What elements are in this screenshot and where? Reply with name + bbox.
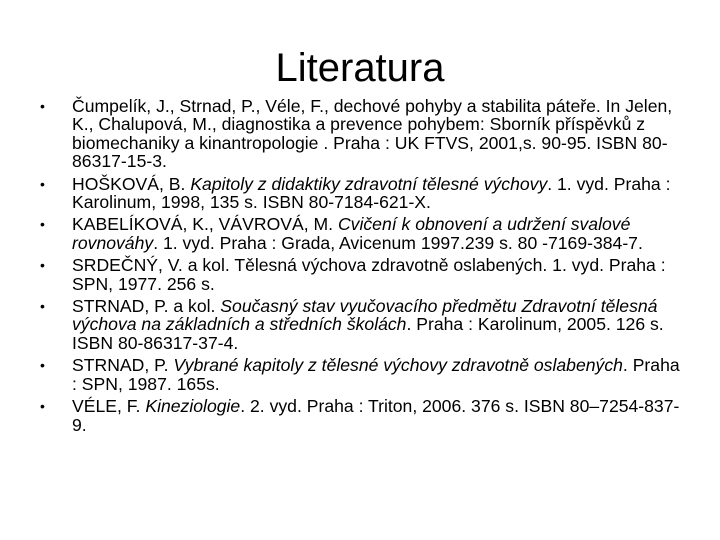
bullet-icon: • (40, 216, 45, 233)
reference-item (40, 297, 688, 352)
reference-title: Cvičení k obnovení a udržení svalové rovnováhy (72, 214, 631, 253)
reference-text: SRDEČNÝ, V. a kol. Tělesná výchova zdravotně oslabených. 1. vyd. Praha : SPN, 1977. 256 s. (72, 255, 666, 294)
reference-item (40, 175, 688, 212)
reference-item (40, 397, 688, 434)
reference-list (40, 97, 688, 438)
bullet-icon: • (40, 357, 45, 374)
reference-text: KABELÍKOVÁ, K., VÁVROVÁ, M. (72, 214, 338, 235)
bullet-icon: • (40, 398, 45, 415)
reference-title: Kineziologie (145, 396, 241, 417)
bullet-icon: • (40, 298, 45, 315)
reference-title: Kapitoly z didaktiky zdravotní tělesné výchovy (190, 173, 548, 194)
reference-text: . Praha : SPN, 1987. 165s. (72, 355, 680, 394)
reference-item (40, 215, 688, 252)
reference-text: Čumpelík, J., Strnad, P., Véle, F., dechové pohyby a stabilita páteře. In Jelen, K., Chalupová, M., diagnostika a prevence pohybem: Sborník příspěvků z biomechaniky a kinantropologie . Praha : UK FTVS, 2001,s. 90-95. ISBN 80-86317-15-3. (72, 96, 673, 172)
slide-title: Literatura (275, 46, 445, 90)
reference-text: VÉLE, F. (72, 396, 146, 417)
bullet-icon: • (40, 98, 45, 114)
reference-text: . 2. vyd. Praha : Triton, 2006. 376 s. ISBN 80–7254-837-9. (72, 396, 680, 435)
reference-title: Současný stav vyučovacího předmětu Zdravotní tělesná výchova na základních a středních školách (72, 296, 658, 335)
reference-item (40, 356, 688, 393)
reference-title: Vybrané kapitoly z tělesné výchovy zdravotně oslabených (173, 355, 623, 376)
reference-text: . 1. vyd. Praha : Grada, Avicenum 1997.239 s. 80 -7169-384-7. (153, 232, 643, 253)
reference-text: STRNAD, P. (72, 355, 174, 376)
reference-text: HOŠKOVÁ, B. (72, 173, 191, 194)
reference-item (40, 97, 688, 171)
bullet-icon: • (40, 175, 45, 192)
reference-text: . Praha : Karolinum, 2005. 126 s. ISBN 80-86317-37-4. (72, 314, 664, 353)
reference-text: . 1. vyd. Praha : Karolinum, 1998, 135 s. ISBN 80-7184-621-X. (72, 173, 671, 213)
reference-item (40, 256, 688, 293)
bullet-icon: • (40, 257, 45, 274)
reference-text: STRNAD, P. a kol. (72, 296, 221, 317)
